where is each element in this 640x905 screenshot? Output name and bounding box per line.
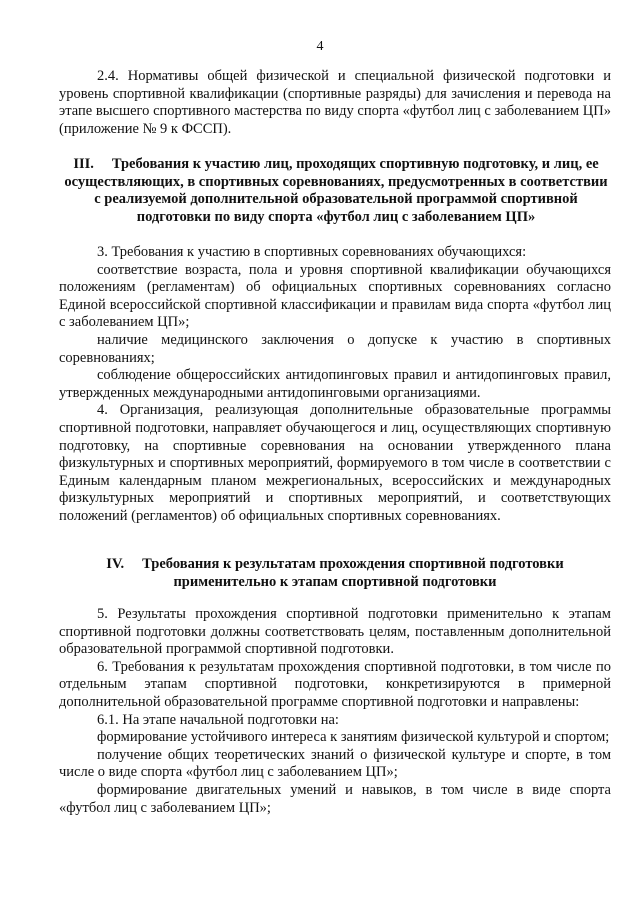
paragraph-4: 4. Организация, реализующая дополнительные образовательные программы спортивной подготовки, направляет обучающегося и лиц, осуществляющих спортивную подготовку, на спортивные соревнования на основании утвержденного плана физкультурных и спортивных мероприятий, формируемого в том числе в соответствии с Единым календарным планом межрегиональных, всероссийских и международных физкультурных мероприятий и спортивных мероприятий, и соответствующих положений (регламентов) об официальных спортивных соревнованиях.	[59, 402, 611, 524]
paragraph-5: 5. Результаты прохождения спортивной подготовки применительно к этапам спортивной подготовки должны соответствовать целям, поставленным дополнительной образовательной программой спортивной подготовки.	[59, 606, 611, 658]
paragraph-6-1c: формирование двигательных умений и навыков, в том числе в виде спорта «футбол лиц с заболеванием ЦП»;	[59, 781, 611, 816]
heading-4-title-1: Требования к результатам прохождения спортивной подготовки	[142, 556, 564, 572]
heading-section-4	[59, 556, 611, 591]
heading-4-line2: применительно к этапам спортивной подготовки	[173, 573, 497, 590]
heading-4-line1	[59, 556, 611, 574]
paragraph-3b: наличие медицинского заключения о допуске к участию в спортивных соревнованиях;	[59, 331, 611, 366]
page-number: 4	[316, 39, 324, 54]
paragraph-3c: соблюдение общероссийских антидопинговых правил и антидопинговых правил, утвержденных международными антидопинговыми организациями.	[59, 367, 611, 401]
paragraph-6: 6. Требования к результатам прохождения спортивной подготовки, в том числе по отдельным этапам спортивной подготовки, конкретизируются в примерной дополнительной образовательной программе спортивной подготовки и направлены:	[59, 658, 611, 710]
paragraph-6-1b: получение общих теоретических знаний о физической культуре и спорте, в том числе о виде спорта «футбол лиц с заболеванием ЦП»;	[59, 746, 611, 781]
heading-section-3	[64, 156, 608, 226]
paragraph-3a: соответствие возраста, пола и уровня спортивной квалификации обучающихся положениям (регламентам) об официальных спортивных соревнованиях согласно Единой всероссийской спортивной классификации и правилам вида спорта «футбол лиц с заболеванием ЦП»;	[59, 261, 611, 331]
heading-3-title: Требования к участию лиц, проходящих спортивную подготовку, и лиц, ее осуществляющих, в спортивных соревнованиях, предусмотренных в соответствии с реализуемой дополнительной образовательной программой спортивной подготовки по виду спорта «футбол лиц с заболеванием ЦП»	[64, 156, 608, 225]
paragraph-3: 3. Требования к участию в спортивных соревнованиях обучающихся:	[97, 244, 527, 260]
heading-3-number: III.	[73, 156, 94, 172]
section-2-4	[59, 68, 611, 138]
heading-4-number: IV.	[106, 556, 125, 572]
section-4-body	[59, 606, 611, 817]
section-3-body	[59, 244, 611, 526]
paragraph-6-1a: формирование устойчивого интереса к занятиям физической культурой и спортом;	[97, 729, 610, 746]
paragraph-2-4: 2.4. Нормативы общей физической и специальной физической подготовки и уровень спортивной квалификации (спортивные разряды) для зачисления и перевода на этапе высшего спортивного мастерства по виду спорта «футбол лиц с заболеванием ЦП» (приложение № 9 к ФССП).	[59, 68, 611, 137]
paragraph-6-1: 6.1. На этапе начальной подготовки на:	[97, 711, 339, 728]
heading-3-text	[64, 156, 608, 226]
